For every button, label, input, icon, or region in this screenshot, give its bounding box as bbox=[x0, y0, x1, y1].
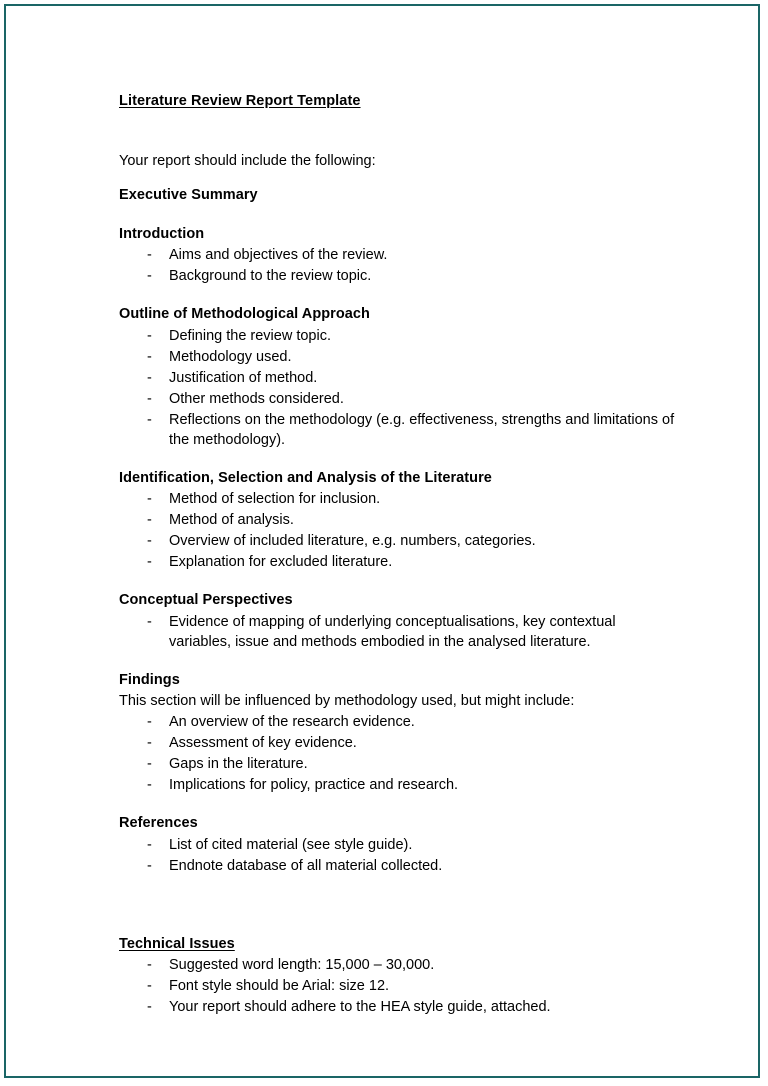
list-item bbox=[119, 997, 679, 1017]
bullet-dash-icon: - bbox=[147, 268, 152, 285]
list-item-label: Gaps in the literature. bbox=[169, 756, 308, 773]
list-item-label: Justification of method. bbox=[169, 369, 318, 386]
list-item bbox=[119, 712, 679, 732]
section-heading-executive-summary: Executive Summary bbox=[119, 187, 258, 204]
list-item bbox=[119, 510, 679, 530]
bullet-dash-icon: - bbox=[147, 390, 152, 407]
section-heading: Identification, Selection and Analysis of the Literature bbox=[119, 469, 492, 486]
bullet-dash-icon: - bbox=[147, 411, 152, 428]
section-heading: Findings bbox=[119, 672, 180, 689]
list-item-label: Method of analysis. bbox=[169, 512, 294, 529]
list-item-label: Implications for policy, practice and research. bbox=[169, 777, 459, 794]
bullet-dash-icon: - bbox=[147, 999, 152, 1016]
list-item-label: Methodology used. bbox=[169, 348, 292, 365]
list-item bbox=[119, 733, 679, 753]
section-heading: Outline of Methodological Approach bbox=[119, 306, 370, 323]
page-border-frame bbox=[4, 4, 760, 1078]
page-title: Literature Review Report Template bbox=[119, 93, 361, 109]
bullet-dash-icon: - bbox=[147, 735, 152, 752]
spacer bbox=[119, 876, 679, 916]
section-identification-selection-and-analysis-of-the-literature bbox=[119, 468, 679, 573]
bullet-dash-icon: - bbox=[147, 512, 152, 529]
list-item bbox=[119, 754, 679, 774]
bullet-dash-icon: - bbox=[147, 957, 152, 974]
list-item bbox=[119, 856, 679, 876]
bullet-dash-icon: - bbox=[147, 857, 152, 874]
list-item-label: Reflections on the methodology (e.g. effectiveness, strengths and limitations of the methodology). bbox=[169, 411, 675, 448]
bullet-dash-icon: - bbox=[147, 756, 152, 773]
sections-container bbox=[119, 224, 679, 876]
section-heading: Introduction bbox=[119, 225, 205, 242]
list-item bbox=[119, 410, 679, 450]
bullet-dash-icon: - bbox=[147, 714, 152, 731]
bullet-dash-icon: - bbox=[147, 533, 152, 550]
bullet-list bbox=[119, 835, 679, 876]
list-item-label: Endnote database of all material collected. bbox=[169, 857, 443, 874]
bullet-dash-icon: - bbox=[147, 327, 152, 344]
bullet-dash-icon: - bbox=[147, 247, 152, 264]
list-item bbox=[119, 531, 679, 551]
bullet-dash-icon: - bbox=[147, 369, 152, 386]
section-references bbox=[119, 813, 679, 876]
list-item-label: Font style should be Arial: size 12. bbox=[169, 978, 390, 995]
list-item-label: Overview of included literature, e.g. numbers, categories. bbox=[169, 533, 536, 550]
section-technical-issues bbox=[119, 934, 679, 1018]
list-item-label: Defining the review topic. bbox=[169, 327, 331, 344]
bullet-dash-icon: - bbox=[147, 978, 152, 995]
list-item-label: Suggested word length: 15,000 – 30,000. bbox=[169, 957, 435, 974]
list-item bbox=[119, 266, 679, 286]
list-item-label: Background to the review topic. bbox=[169, 268, 372, 285]
bullet-dash-icon: - bbox=[147, 836, 152, 853]
bullet-list-technical-issues bbox=[119, 955, 679, 1017]
list-item-label: Assessment of key evidence. bbox=[169, 735, 357, 752]
list-item bbox=[119, 489, 679, 509]
list-item-label: Explanation for excluded literature. bbox=[169, 554, 393, 571]
section-heading: References bbox=[119, 815, 198, 832]
section-heading: Conceptual Perspectives bbox=[119, 592, 293, 609]
list-item bbox=[119, 552, 679, 572]
list-item bbox=[119, 326, 679, 346]
list-item-label: Evidence of mapping of underlying conceptualisations, key contextual variables, issue and methods embodied in the analysed literature. bbox=[169, 614, 616, 651]
bullet-dash-icon: - bbox=[147, 777, 152, 794]
bullet-dash-icon: - bbox=[147, 348, 152, 365]
spacer bbox=[119, 171, 679, 185]
list-item-label: Method of selection for inclusion. bbox=[169, 491, 381, 508]
list-item-label: Aims and objectives of the review. bbox=[169, 247, 388, 264]
section-outline-of-methodological-approach bbox=[119, 304, 679, 450]
bullet-list bbox=[119, 712, 679, 795]
list-item-label: Other methods considered. bbox=[169, 390, 344, 407]
list-item bbox=[119, 775, 679, 795]
bullet-dash-icon: - bbox=[147, 614, 152, 631]
section-note: This section will be influenced by methodology used, but might include: bbox=[119, 692, 575, 709]
document-body bbox=[119, 92, 679, 1017]
section-introduction bbox=[119, 224, 679, 287]
list-item-label: Your report should adhere to the HEA style guide, attached. bbox=[169, 999, 551, 1016]
list-item bbox=[119, 347, 679, 367]
bullet-list bbox=[119, 489, 679, 572]
list-item bbox=[119, 976, 679, 996]
section-heading-technical-issues: Technical Issues bbox=[119, 935, 235, 952]
bullet-dash-icon: - bbox=[147, 491, 152, 508]
bullet-list bbox=[119, 326, 679, 450]
section-findings bbox=[119, 670, 679, 795]
list-item-label: An overview of the research evidence. bbox=[169, 714, 415, 731]
bullet-list bbox=[119, 245, 679, 286]
section-conceptual-perspectives bbox=[119, 590, 679, 652]
list-item bbox=[119, 955, 679, 975]
list-item bbox=[119, 245, 679, 265]
bullet-dash-icon: - bbox=[147, 554, 152, 571]
list-item bbox=[119, 389, 679, 409]
list-item-label: List of cited material (see style guide). bbox=[169, 836, 413, 853]
list-item bbox=[119, 612, 679, 652]
intro-text: Your report should include the following: bbox=[119, 152, 376, 169]
list-item bbox=[119, 368, 679, 388]
bullet-list bbox=[119, 612, 679, 652]
list-item bbox=[119, 835, 679, 855]
